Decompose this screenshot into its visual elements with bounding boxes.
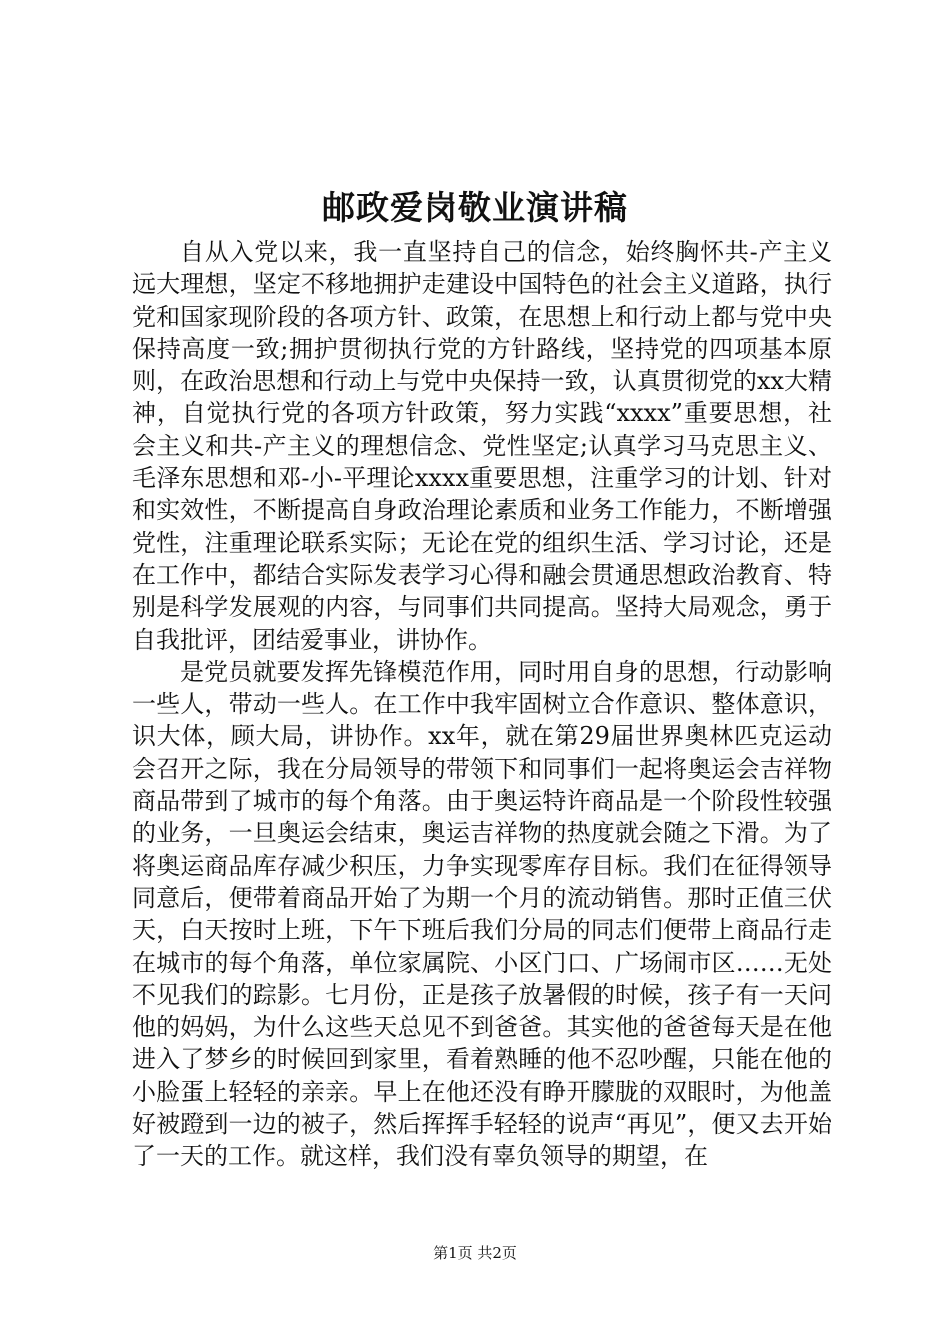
paragraph-2: 是党员就要发挥先锋模范作用，同时用自身的思想，行动影响一些人，带动一些人。在工作中我牢固树立合作意识、整体意识，识大体，顾大局，讲协作。xx年，就在第29届世界奥林匹克运动会召开之际，我在分局领导的带领下和同事们一起将奥运会吉祥物商品带到了城市的每个角落。由于奥运特许商品是一个阶段性较强的业务，一旦奥运会结束，奥运吉祥物的热度就会随之下滑。为了将奥运商品库存减少积压，力争实现零库存目标。我们在征得领导同意后，便带着商品开始了为期一个月的流动销售。那时正值三伏天，白天按时上班，下午下班后我们分局的同志们便带上商品行走在城市的每个角落，单位家属院、小区门口、广场闹市区……无处不见我们的踪影。七月份，正是孩子放暑假的时候，孩子有一天问他的妈妈，为什么这些天总见不到爸爸。其实他的爸爸每天是在他进入了梦乡的时候回到家里，看着熟睡的他不忍吵醒，只能在他的小脸蛋上轻轻的亲亲。早上在他还没有睁开朦胧的双眼时，为他盖好被蹬到一边的被子，然后挥挥手轻轻的说声“再见”，便又去开始了一天的工作。就这样，我们没有辜负领导的期望，在 <box>132 657 832 1171</box>
paragraph-1: 自从入党以来，我一直坚持自己的信念，始终胸怀共-产主义远大理想，坚定不移地拥护走建设中国特色的社会主义道路，执行党和国家现阶段的各项方针、政策，在思想上和行动上都与党中央保持高度一致;拥护贯彻执行党的方针路线，坚持党的四项基本原则，在政治思想和行动上与党中央保持一致，认真贯彻党的xx大精神，自觉执行党的各项方针政策，努力实践“xxxx”重要思想，社会主义和共-产主义的理想信念、党性坚定;认真学习马克思主义、毛泽东思想和邓-小-平理论xxxx重要思想，注重学习的计划、针对和实效性，不断提高自身政治理论素质和业务工作能力，不断增强党性，注重理论联系实际；无论在党的组织生活、学习讨论，还是在工作中，都结合实际发表学习心得和融会贯通思想政治教育、特别是科学发展观的内容，与同事们共同提高。坚持大局观念，勇于自我批评，团结爱事业，讲协作。 <box>132 238 832 654</box>
document-title: 邮政爱岗敬业演讲稿 <box>322 188 628 227</box>
page-footer <box>0 1241 950 1265</box>
document-body <box>132 236 832 1173</box>
page-indicator: 第1页 共2页 <box>433 1244 517 1262</box>
